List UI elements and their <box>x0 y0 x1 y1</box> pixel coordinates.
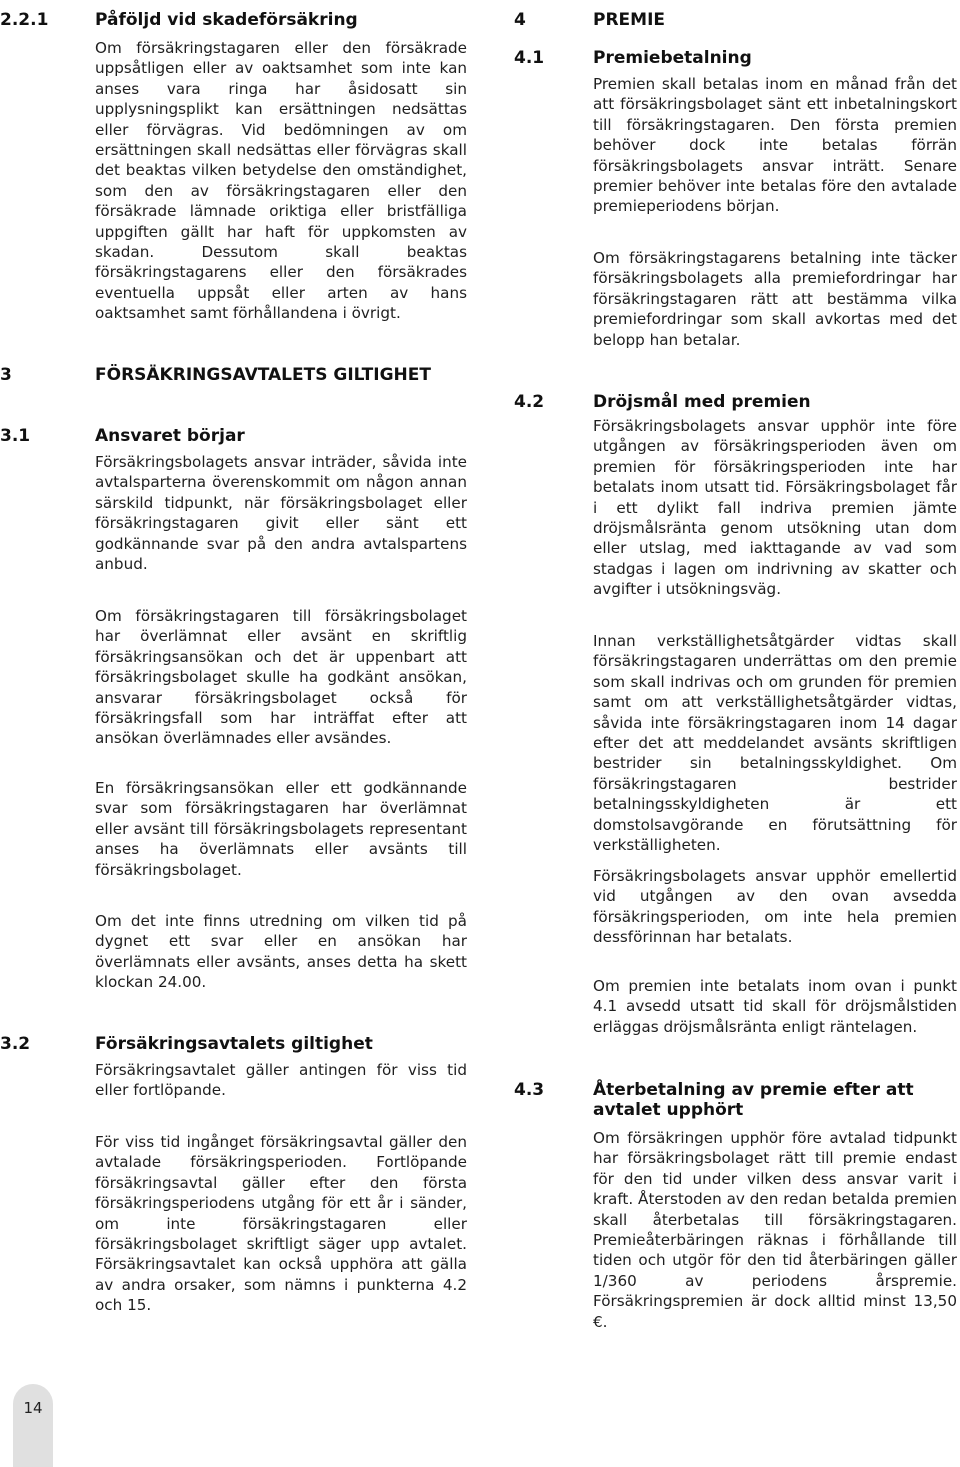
paragraph: Om det inte finns utredning om vilken tid på dygnet ett svar eller en ansökan har överlämnats eller avsänts, anses detta ha skett klockan 24.00. <box>95 912 467 992</box>
section-title: Premiebetalning <box>593 48 752 68</box>
page-number: 14 <box>23 1399 43 1417</box>
paragraph: Om försäkringen upphör före avtalad tidpunkt har försäkringsbolaget rätt till premie endast för den tid under vilken dess ansvar varit i kraft. Återstoden av den redan betalda premien skall återbetalas till försäkringstagaren. Premieåterbäringen räknas i förhållande till tiden och utgör för den tid återbäringen gäller 1/360 av periodens årspremie. Försäkringspremien är dock alltid minst 13,50 €. <box>593 1129 957 1331</box>
paragraph: Försäkringsbolagets ansvar upphör inte före utgången av försäkringsperioden även om premien för försäkringsperioden inte har betalats inom utsatt tid. Försäkringsbolaget får i ett dylikt fall indriva premien jämte dröjsmålsränta genom utsökning utan dom eller utslag, med iakttagande av vad som stadgas i lagen om indrivning av skatter och avgifter i utsökningsväg. <box>593 417 957 599</box>
section-number: 3.2 <box>0 1034 31 1054</box>
page-number-tab <box>13 1384 53 1467</box>
section-number: 4 <box>514 10 526 30</box>
section-number: 4.3 <box>514 1080 545 1100</box>
section-number: 3.1 <box>0 426 31 446</box>
paragraph: Försäkringsbolagets ansvar inträder, såvida inte avtalsparterna överenskommit om någon annan särskild tidpunkt, när försäkringsbolaget eller försäkringstagaren givit eller sänt ett godkännande svar på den andra avtalspartens anbud. <box>95 453 467 574</box>
paragraph: En försäkringsansökan eller ett godkännande svar som försäkringstagaren har överlämnat eller avsänt till försäkringsbolagets representant anses ha överlämnats eller avsänts till försäkringsbolaget. <box>95 779 467 879</box>
section-title: Dröjsmål med premien <box>593 392 811 412</box>
paragraph: Om premien inte betalats inom ovan i punkt 4.1 avsedd utsatt tid skall för dröjsmålstiden erläggas dröjsmålsränta enligt räntelagen. <box>593 977 957 1036</box>
section-number: 2.2.1 <box>0 10 49 30</box>
section-number: 4.1 <box>514 48 545 68</box>
section-title: Försäkringsavtalets giltighet <box>95 1034 373 1054</box>
section-title: Påföljd vid skadeförsäkring <box>95 10 358 30</box>
paragraph: Om försäkringstagaren till försäkringsbolaget har överlämnat eller avsänt en skriftlig försäkringsansökan och det är uppenbart att försäkringsbolaget skulle ha godkänt ansökan, ansvarar försäkringsbolaget också för försäkringsfall som har inträffat efter att ansökan överlämnades eller avsändes. <box>95 607 467 748</box>
paragraph: Om försäkringstagarens betalning inte täcker försäkringsbolagets alla premiefordringar har försäkringstagaren rätt att bestämma vilka premiefordringar som skall avkortas med det belopp han betalar. <box>593 249 957 349</box>
section-number: 4.2 <box>514 392 545 412</box>
paragraph: Innan verkställighetsåtgärder vidtas skall försäkringstagaren underrättas om den premie som skall indrivas och om grunden för premien samt om att verkställighetsåtgärder vidtas, såvida inte försäkringstagaren inom 14 dagar efter det att meddelandet avsänts skriftligen bestrider sin betalningsskyldighet. Om försäkringstagaren bestrider betalningsskyldigheten är ett domstolsavgörande en förutsättning för verkställigheten. <box>593 632 957 855</box>
paragraph: För viss tid ingånget försäkringsavtal gäller den avtalade försäkringsperioden. Fortlöpande försäkringsavtal gäller efter den första försäkringsperiodens utgång för ett år i sänder, om inte försäkringstagaren eller försäkringsbolaget skriftligt säger upp avtalet. Försäkringsavtalet kan också upphöra att gälla av andra orsaker, som nämns i punkterna 4.2 och 15. <box>95 1133 467 1315</box>
section-title: FÖRSÄKRINGSAVTALETS GILTIGHET <box>95 365 431 385</box>
paragraph: Försäkringsbolagets ansvar upphör emellertid vid utgången av den ovan avsedda försäkringsperioden, om inte hela premien dessförinnan har betalats. <box>593 867 957 947</box>
section-title: PREMIE <box>593 10 666 30</box>
section-number: 3 <box>0 365 12 385</box>
paragraph: Försäkringsavtalet gäller antingen för viss tid eller fortlöpande. <box>95 1061 467 1100</box>
paragraph: Premien skall betalas inom en månad från det att försäkringsbolaget sänt ett inbetalningskort till försäkringstagaren. Den första premien behöver dock inte betalas förrän försäkringsbolagets ansvar inträtt. Senare premier behöver inte betalas före den avtalade premieperiodens början. <box>593 75 957 216</box>
section-title: Återbetalning av premie efter att avtalet upphört <box>593 1080 914 1120</box>
section-title: Ansvaret börjar <box>95 426 245 446</box>
paragraph: Om försäkringstagaren eller den försäkrade uppsåtligen eller av oaktsamhet som inte kan anses vara ringa har åsidosatt sin upplysningsplikt kan ersättningen nedsättas eller förvägras. Vid bedömningen av om ersättningen skall nedsättas eller förvägras skall det beaktas vilken betydelse den omständighet, som den av försäkringstagaren eller den försäkrade lämnade oriktiga eller bristfälliga uppgiften gällt har haft för uppkomsten av skadan. Dessutom skall beaktas försäkringstagarens eller den försäkrades eventuella uppsåt eller arten av hans oaktsamhet samt förhållandena i övrigt. <box>95 39 467 323</box>
